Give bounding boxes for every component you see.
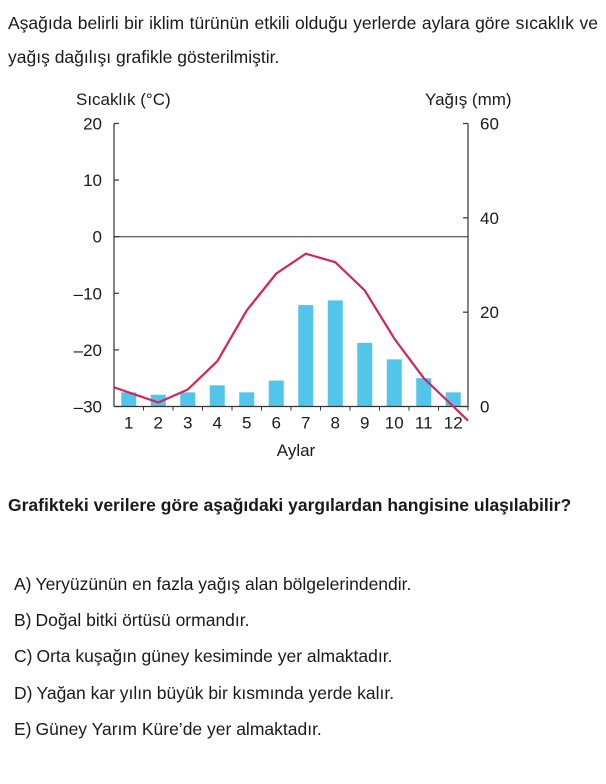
precipitation-bar — [269, 381, 284, 407]
precipitation-bar — [298, 305, 313, 406]
x-tick-label: 4 — [212, 413, 222, 433]
option-a[interactable] — [14, 566, 411, 602]
option-text: Doğal bitki örtüsü ormandır. — [35, 610, 250, 631]
option-e[interactable] — [14, 711, 411, 747]
x-tick-label: 2 — [153, 413, 163, 433]
precipitation-bar — [357, 343, 372, 407]
x-tick-label: 1 — [124, 413, 134, 433]
left-axis-title: Sıcaklık (°C) — [76, 90, 171, 109]
precipitation-bar — [387, 359, 402, 406]
precipitation-bar — [239, 392, 254, 406]
precipitation-bar — [446, 392, 461, 406]
temp-tick-label: –20 — [73, 340, 102, 360]
x-tick-label: 8 — [330, 413, 340, 433]
x-tick-label: 6 — [271, 413, 281, 433]
option-text: Güney Yarım Küre’de yer almaktadır. — [35, 718, 322, 739]
option-letter: E) — [14, 718, 32, 739]
precip-tick-label: 40 — [480, 208, 499, 228]
option-letter: B) — [14, 610, 32, 631]
x-tick-label: 11 — [414, 413, 433, 433]
x-tick-label: 5 — [242, 413, 252, 433]
x-tick-label: 9 — [360, 413, 370, 433]
precip-tick-label: 60 — [480, 114, 499, 134]
temp-tick-label: –30 — [73, 397, 102, 417]
precip-tick-label: 0 — [480, 397, 490, 417]
answer-options — [14, 566, 411, 747]
right-axis-title: Yağış (mm) — [425, 90, 512, 109]
option-text: Yeryüzünün en fazla yağış alan bölgelerindendir. — [35, 574, 412, 594]
question-text: Grafikteki verilere göre aşağıdaki yargılardan hangisine ulaşılabilir? — [8, 495, 572, 515]
option-c[interactable] — [14, 638, 411, 674]
option-letter: A) — [14, 574, 32, 594]
x-tick-label: 3 — [183, 413, 193, 433]
option-d[interactable] — [14, 675, 411, 711]
x-tick-label: 7 — [301, 413, 311, 433]
temperature-line — [114, 254, 468, 421]
temp-tick-label: –10 — [73, 284, 102, 304]
temp-tick-label: 20 — [83, 114, 102, 134]
option-text: Orta kuşağın güney kesiminde yer almaktadır. — [36, 646, 393, 667]
intro-text: Aşağıda belirli bir iklim türünün etkili olduğu yerlerde aylara göre sıcaklık ve yağış dağılışı grafikle gösterilmiştir. — [8, 13, 598, 67]
x-tick-label: 12 — [443, 413, 463, 433]
precip-tick-label: 20 — [480, 303, 499, 323]
x-tick-label: 10 — [384, 413, 404, 433]
temp-tick-label: 0 — [92, 227, 102, 247]
climate-chart — [0, 80, 606, 470]
option-text: Yağan kar yılın büyük bir kısmında yerde kalır. — [36, 682, 395, 703]
option-b[interactable] — [14, 602, 411, 638]
x-axis-title: Aylar — [276, 441, 316, 460]
precipitation-bar — [180, 392, 195, 406]
option-letter: C) — [14, 646, 33, 667]
precipitation-bar — [210, 385, 225, 406]
temp-tick-label: 10 — [83, 171, 102, 191]
precipitation-bar — [328, 300, 343, 406]
option-letter: D) — [14, 682, 33, 703]
